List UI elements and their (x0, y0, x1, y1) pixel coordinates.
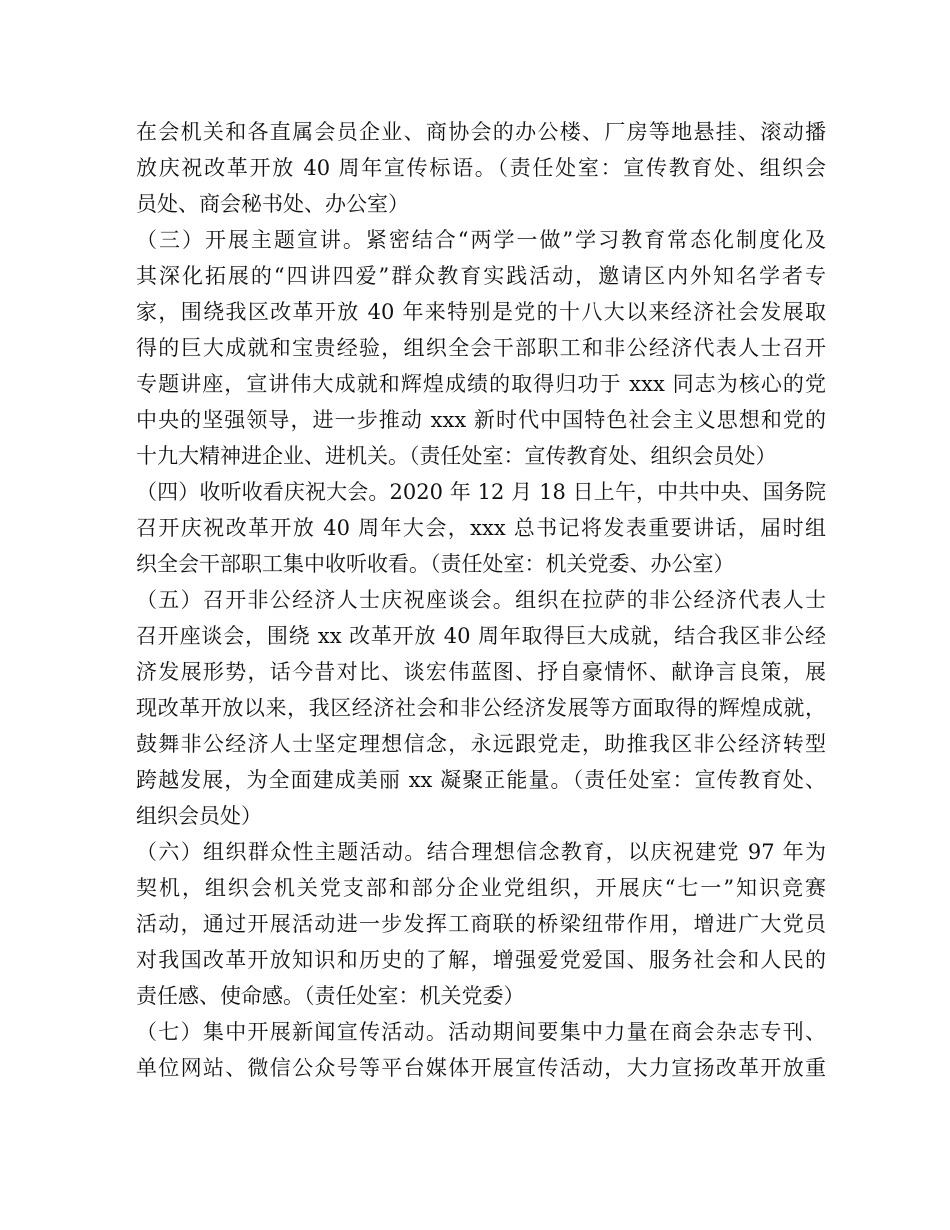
text-line: 召开庆祝改革开放 40 周年大会，xxx 总书记将发表重要讲话，届时组 (136, 516, 826, 540)
text-line: 织全会干部职工集中收听收看。（责任处室：机关党委、办公室） (136, 552, 735, 576)
text-line: 召开座谈会，围绕 xx 改革开放 40 周年取得巨大成就，结合我区非公经 (136, 624, 826, 648)
text-line: 责任感、使命感。（责任处室：机关党委） (136, 984, 525, 1008)
text-line: 单位网站、微信公众号等平台媒体开展宣传活动，大力宣扬改革开放重 (136, 1056, 826, 1080)
text-line: 专题讲座，宣讲伟大成就和辉煌成绩的取得归功于 xxx 同志为核心的党 (136, 372, 826, 396)
document-body (136, 114, 826, 1086)
text-line: （五）召开非公经济人士庆祝座谈会。组织在拉萨的非公经济代表人士 (136, 588, 826, 612)
text-line: 放庆祝改革开放 40 周年宣传标语。（责任处室：宣传教育处、组织会 (136, 156, 826, 180)
text-line: 得的巨大成就和宝贵经验，组织全会干部职工和非公经济代表人士召开 (136, 336, 826, 360)
text-line: 现改革开放以来，我区经济社会和非公经济发展等方面取得的辉煌成就， (136, 696, 826, 720)
text-line: 中央的坚强领导，进一步推动 xxx 新时代中国特色社会主义思想和党的 (136, 408, 826, 432)
text-line: 家，围绕我区改革开放 40 年来特别是党的十八大以来经济社会发展取 (136, 300, 826, 324)
text-line: 活动，通过开展活动进一步发挥工商联的桥梁纽带作用，增进广大党员 (136, 912, 826, 936)
text-line: 鼓舞非公经济人士坚定理想信念，永远跟党走，助推我区非公经济转型 (136, 732, 826, 756)
text-line: （四）收听收看庆祝大会。2020 年 12 月 18 日上午，中共中央、国务院 (136, 480, 826, 504)
text-line: 其深化拓展的“四讲四爱”群众教育实践活动，邀请区内外知名学者专 (136, 264, 826, 288)
text-line: 契机，组织会机关党支部和部分企业党组织，开展庆“七一”知识竞赛 (136, 876, 826, 900)
text-line: 在会机关和各直属会员企业、商协会的办公楼、厂房等地悬挂、滚动播 (136, 120, 826, 144)
text-line: 对我国改革开放知识和历史的了解，增强爱党爱国、服务社会和人民的 (136, 948, 826, 972)
text-line: 济发展形势，话今昔对比、谈宏伟蓝图、抒自豪情怀、献诤言良策，展 (136, 660, 826, 684)
text-line: 员处、商会秘书处、办公室） (136, 192, 409, 216)
text-line: （七）集中开展新闻宣传活动。活动期间要集中力量在商会杂志专刊、 (136, 1020, 826, 1044)
text-line: 跨越发展，为全面建成美丽 xx 凝聚正能量。（责任处室：宣传教育处、 (136, 768, 826, 792)
text-line: （六）组织群众性主题活动。结合理想信念教育，以庆祝建党 97 年为 (136, 840, 826, 864)
text-line: 十九大精神进企业、进机关。（责任处室：宣传教育处、组织会员处） (136, 444, 777, 468)
text-line: 组织会员处） (136, 804, 262, 828)
text-line: （三）开展主题宣讲。紧密结合“两学一做”学习教育常态化制度化及 (136, 228, 826, 252)
